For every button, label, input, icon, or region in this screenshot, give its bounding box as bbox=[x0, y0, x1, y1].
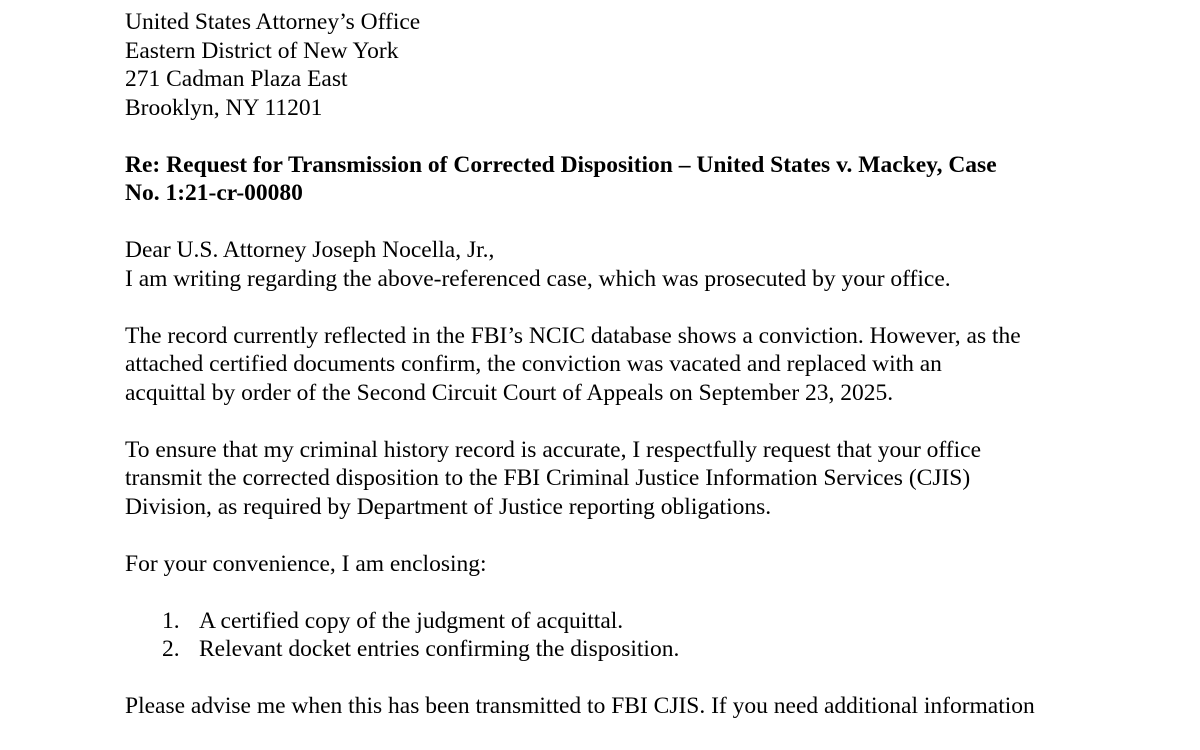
paragraph-intro bbox=[125, 265, 1125, 294]
paragraph-closing bbox=[125, 692, 1125, 721]
address-line-city: Brooklyn, NY 11201 bbox=[125, 94, 323, 121]
enclosure-list bbox=[125, 607, 1125, 664]
paragraph-enclosing bbox=[125, 550, 1125, 579]
list-item-text: Relevant docket entries confirming the disposition. bbox=[199, 636, 680, 662]
subject-line-2: No. 1:21-cr-00080 bbox=[125, 180, 303, 206]
list-item bbox=[125, 635, 1125, 664]
subject-line-1: Re: Request for Transmission of Corrected Disposition – United States v. Mackey, Case bbox=[125, 151, 997, 178]
subject-line bbox=[125, 151, 1125, 208]
letter-page bbox=[125, 8, 1125, 749]
paragraph-line: For your convenience, I am enclosing: bbox=[125, 550, 487, 577]
address-line-office: United States Attorney’s Office bbox=[125, 9, 421, 35]
paragraph-line: The record currently reflected in the FBI’s NCIC database shows a conviction. However, as the bbox=[125, 322, 1021, 349]
paragraph-line: acquittal by order of the Second Circuit Court of Appeals on September 23, 2025. bbox=[125, 379, 894, 406]
paragraph-line: Division, as required by Department of Justice reporting obligations. bbox=[125, 493, 772, 520]
salutation: Dear U.S. Attorney Joseph Nocella, Jr., bbox=[125, 237, 495, 263]
paragraph-line: I am writing regarding the above-referenced case, which was prosecuted by your office. bbox=[125, 265, 951, 292]
list-item bbox=[125, 607, 1125, 636]
paragraph-request bbox=[125, 436, 1125, 522]
list-item-number: 1. bbox=[162, 607, 180, 634]
paragraph-line: Please advise me when this has been transmitted to FBI CJIS. If you need additional information bbox=[125, 693, 1035, 719]
paragraph-record bbox=[125, 322, 1125, 408]
paragraph-line: attached certified documents confirm, the conviction was vacated and replaced with an bbox=[125, 351, 942, 377]
paragraph-line: To ensure that my criminal history record is accurate, I respectfully request that your office bbox=[125, 436, 982, 463]
paragraph-line: transmit the corrected disposition to the FBI Criminal Justice Information Services (CJIS) bbox=[125, 465, 971, 491]
recipient-address bbox=[125, 8, 1125, 122]
address-line-district: Eastern District of New York bbox=[125, 37, 399, 64]
address-line-street: 271 Cadman Plaza East bbox=[125, 66, 348, 92]
list-item-number: 2. bbox=[162, 636, 180, 662]
list-item-text: A certified copy of the judgment of acquittal. bbox=[199, 607, 624, 634]
